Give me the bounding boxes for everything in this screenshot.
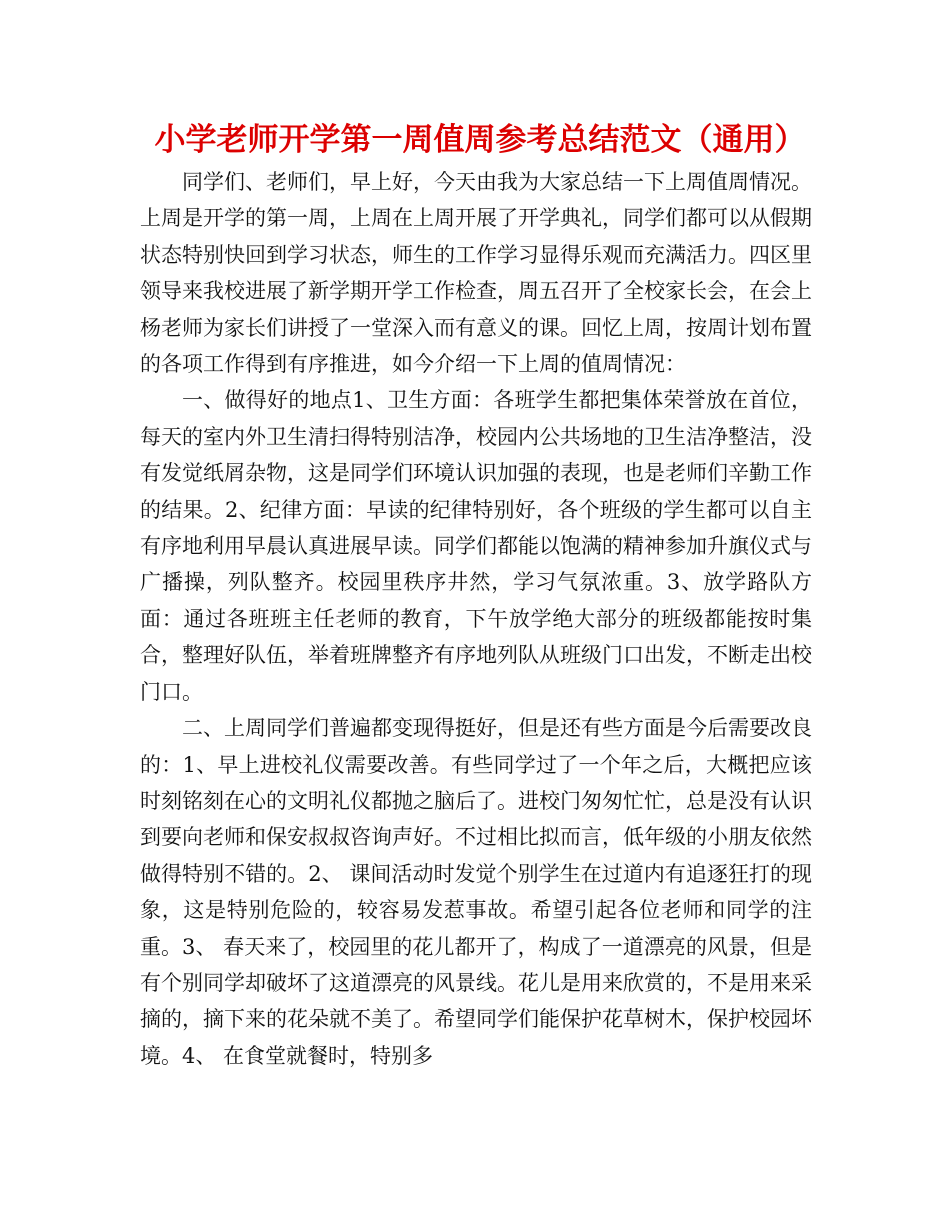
paragraph-improvements: 二、上周同学们普遍都变现得挺好，但是还有些方面是今后需要改良的：1、早上进校礼仪需要改善。有些同学过了一个年之后，大概把应该时刻铭刻在心的文明礼仪都抛之脑后了。进校门匆匆忙忙，总是没有认识到要向老师和保安叔叔咨询声好。不过相比拟而言，低年级的小朋友依然做得特别不错的。2、 课间活动时发觉个别学生在过道内有追逐狂打的现象，这是特别危险的，较容易发惹事故。希望引起各位老师和同学的注重。3、 春天来了，校园里的花儿都开了，构成了一道漂亮的风景，但是有个别同学却破坏了这道漂亮的风景线。花儿是用来欣赏的，不是用来采摘的，摘下来的花朵就不美了。希望同学们能保护花草树木，保护校园坏境。4、 在食堂就餐时，特别多 [140, 716, 812, 1068]
document-body [140, 164, 812, 1074]
paragraph-good-points: 一、做得好的地点1、卫生方面：各班学生都把集体荣誉放在首位，每天的室内外卫生清扫得特别洁净，校园内公共场地的卫生洁净整洁，没有发觉纸屑杂物，这是同学们环境认识加强的表现，也是老师们辛勤工作的结果。2、纪律方面：早读的纪律特别好，各个班级的学生都可以自主有序地利用早晨认真进展早读。同学们都能以饱满的精神参加升旗仪式与广播操，列队整齐。校园里秩序井然，学习气氛浓重。3、放学路队方面：通过各班班主任老师的教育，下午放学绝大部分的班级都能按时集合，整理好队伍，举着班牌整齐有序地列队从班级门口出发，不断走出校门口。 [140, 388, 812, 704]
paragraph-intro: 同学们、老师们，早上好，今天由我为大家总结一下上周值周情况。上周是开学的第一周，上周在上周开展了开学典礼，同学们都可以从假期状态特别快回到学习状态，师生的工作学习显得乐观而充满活力。四区里领导来我校进展了新学期开学工作检查，周五召开了全校家长会，在会上杨老师为家长们讲授了一堂深入而有意义的课。回忆上周，按周计划布置的各项工作得到有序推进，如今介绍一下上周的值周情况： [140, 170, 812, 377]
document-title: 小学老师开学第一周值周参考总结范文（通用） [154, 122, 806, 158]
